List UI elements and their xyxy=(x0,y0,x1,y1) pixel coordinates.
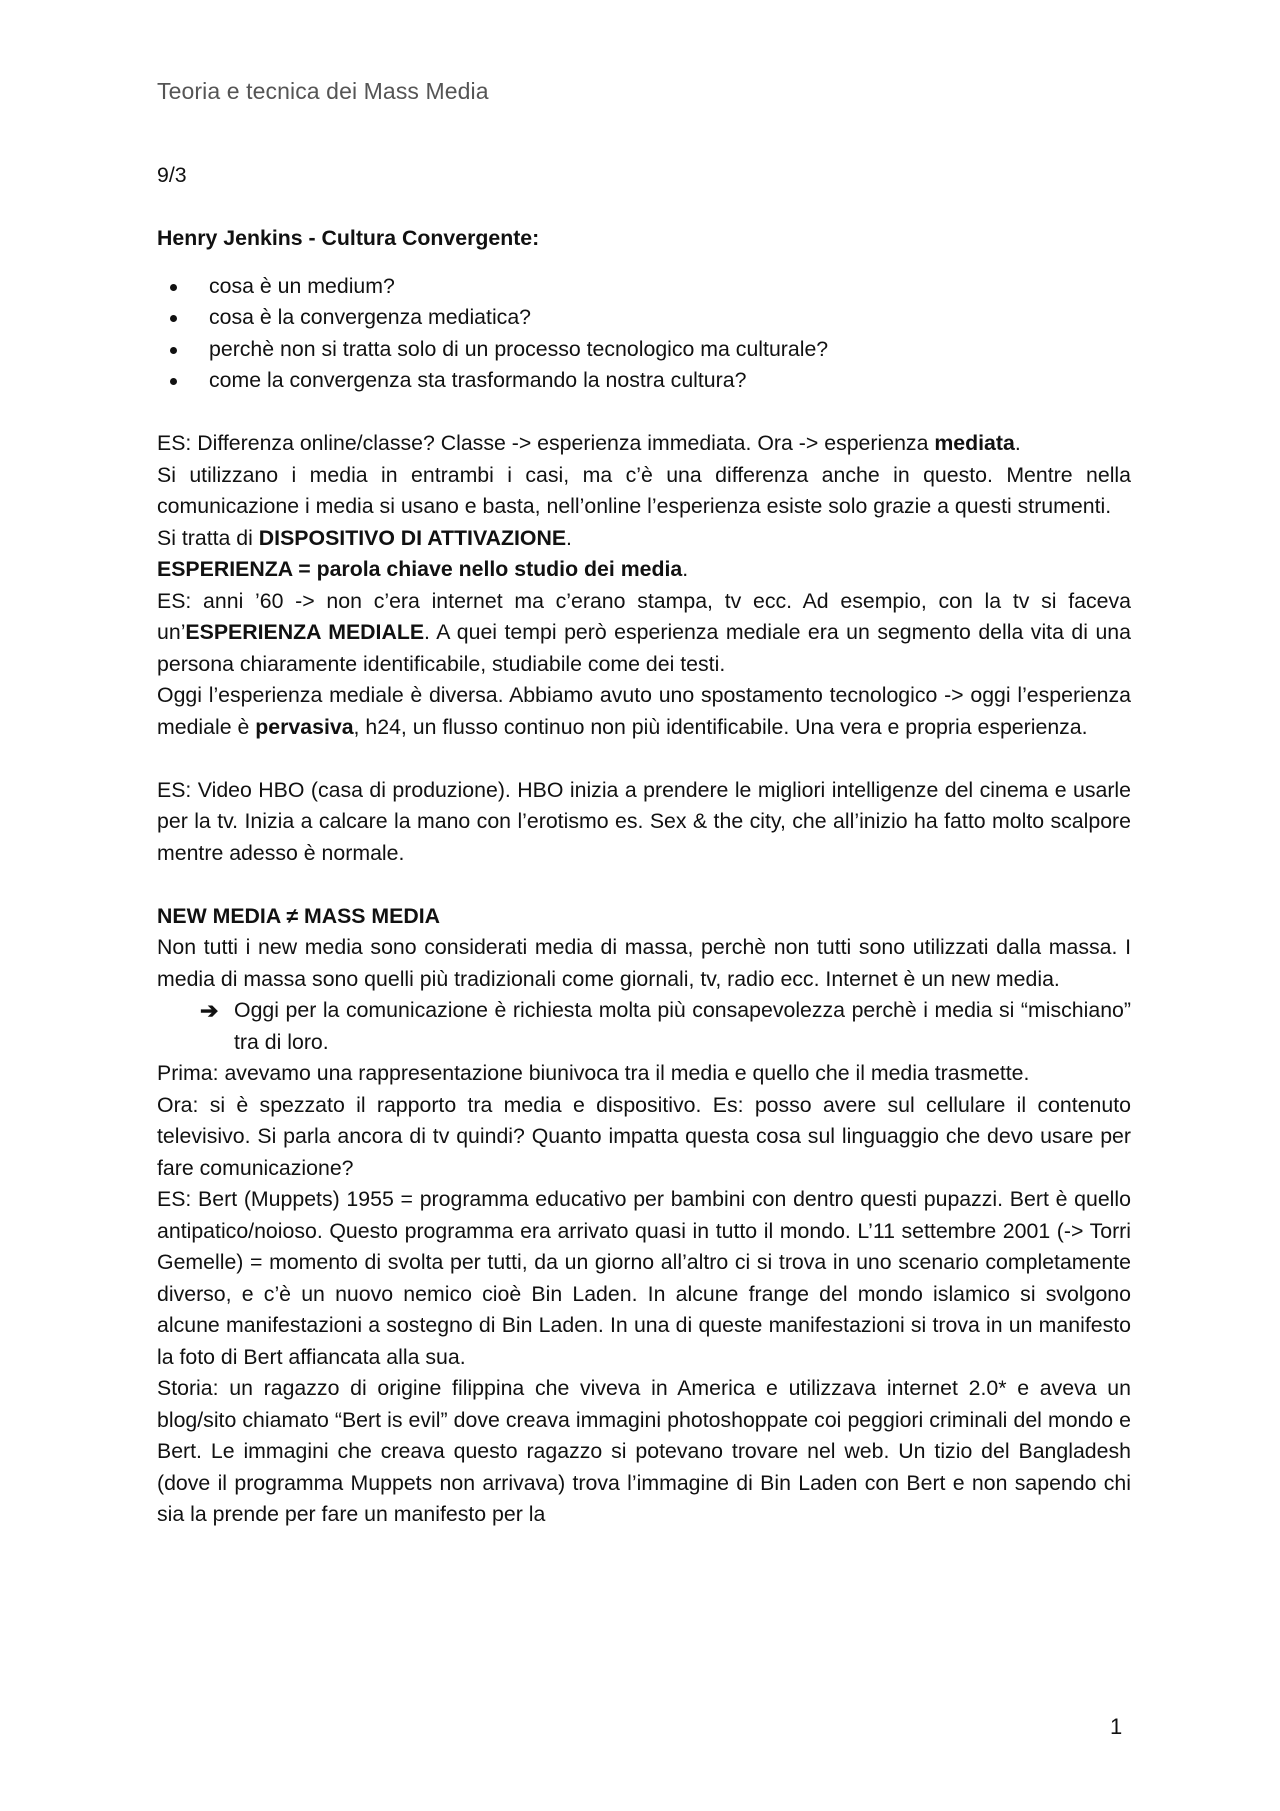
paragraph: Ora: si è spezzato il rapporto tra media e dispositivo. Es: posso avere sul cellulare il contenuto televisivo. Si parla ancora di tv quindi? Quanto impatta questa cosa sul linguaggio che devo usare per fare comunicazione? xyxy=(157,1092,1131,1180)
section-heading-new-media: NEW MEDIA ≠ MASS MEDIA xyxy=(157,903,441,928)
date-line: 9/3 xyxy=(157,163,187,187)
paragraph: ES: Differenza online/classe? Classe -> esperienza immediata. Ora -> esperienza mediata. xyxy=(157,431,1021,455)
page-header: Teoria e tecnica dei Mass Media xyxy=(157,78,489,104)
question-list xyxy=(157,271,1131,397)
bullet-icon xyxy=(170,315,177,322)
paragraph: Oggi l’esperienza mediale è diversa. Abbiamo avuto uno spostamento tecnologico -> oggi l’esperienza mediale è pervasiva, h24, un flusso continuo non più identificabile. Una vera e propria esperienza. xyxy=(157,683,1131,739)
spacer xyxy=(157,397,1131,429)
bullet-icon xyxy=(170,284,177,291)
spacer xyxy=(157,192,1131,224)
list-item: come la convergenza sta trasformando la nostra cultura? xyxy=(157,365,1131,397)
bullet-icon xyxy=(170,378,177,385)
page-number: 1 xyxy=(1110,1714,1123,1739)
arrow-list-item: ➔ Oggi per la comunicazione è richiesta molta più consapevolezza perchè i media si “mischiano” tra di loro. xyxy=(157,995,1131,1058)
arrow-right-icon: ➔ xyxy=(200,998,219,1023)
paragraph: ESPERIENZA = parola chiave nello studio dei media. xyxy=(157,557,689,581)
spacer xyxy=(157,869,1131,901)
section-heading-jenkins: Henry Jenkins - Cultura Convergente: xyxy=(157,226,540,250)
paragraph: Non tutti i new media sono considerati media di massa, perchè non tutti sono utilizzati dalla massa. I media di massa sono quelli più tradizionali come giornali, tv, radio ecc. Internet è un new media. xyxy=(157,935,1131,991)
list-item: cosa è un medium? xyxy=(157,271,1131,303)
paragraph: Storia: un ragazzo di origine filippina che viveva in America e utilizzava internet 2.0* e aveva un blog/sito chiamato “Bert is evil” dove creava immagini photoshoppate coi peggiori criminali del mondo e Bert. Le immagini che creava questo ragazzo si potevano trovare nel web. Un tizio del Bangladesh (dove il programma Muppets non arrivava) trova l’immagine di Bin Laden con Bert e non sapendo chi sia la prende per fare un manifesto per la xyxy=(157,1376,1131,1526)
list-item: perchè non si tratta solo di un processo tecnologico ma culturale? xyxy=(157,334,1131,366)
spacer xyxy=(157,743,1131,775)
paragraph: Prima: avevamo una rappresentazione biunivoca tra il media e quello che il media trasmette. xyxy=(157,1061,1030,1085)
bullet-icon xyxy=(170,347,177,354)
paragraph: ES: Bert (Muppets) 1955 = programma educativo per bambini con dentro questi pupazzi. Bert è quello antipatico/noioso. Questo programma era arrivato quasi in tutto il mondo. L’11 settembre 2001 (-> Torri Gemelle) = momento di svolta per tutti, da un giorno all’altro ci si trova in uno scenario completamente diverso, e c’è un nuovo nemico cioè Bin Laden. In alcune frange del mondo islamico si svolgono alcune manifestazioni a sostegno di Bin Laden. In una di queste manifestazioni si trova in un manifesto la foto di Bert affiancata alla sua. xyxy=(157,1187,1131,1369)
paragraph: Si utilizzano i media in entrambi i casi, ma c’è una differenza anche in questo. Mentre nella comunicazione i media si usano e basta, nell’online l’esperienza esiste solo grazie a questi strumenti. xyxy=(157,462,1131,518)
list-item: cosa è la convergenza mediatica? xyxy=(157,302,1131,334)
paragraph: Si tratta di DISPOSITIVO DI ATTIVAZIONE. xyxy=(157,525,572,550)
document-body xyxy=(157,160,1131,1531)
paragraph: ES: anni ’60 -> non c’era internet ma c’erano stampa, tv ecc. Ad esempio, con la tv si faceva un’ESPERIENZA MEDIALE. A quei tempi però esperienza mediale era un segmento della vita di una persona chiaramente identificabile, studiabile come dei testi. xyxy=(157,588,1131,676)
paragraph: ES: Video HBO (casa di produzione). HBO inizia a prendere le migliori intelligenze del cinema e usarle per la tv. Inizia a calcare la mano con l’erotismo es. Sex & the city, che all’inizio ha fatto molto scalpore mentre adesso è normale. xyxy=(157,777,1131,865)
